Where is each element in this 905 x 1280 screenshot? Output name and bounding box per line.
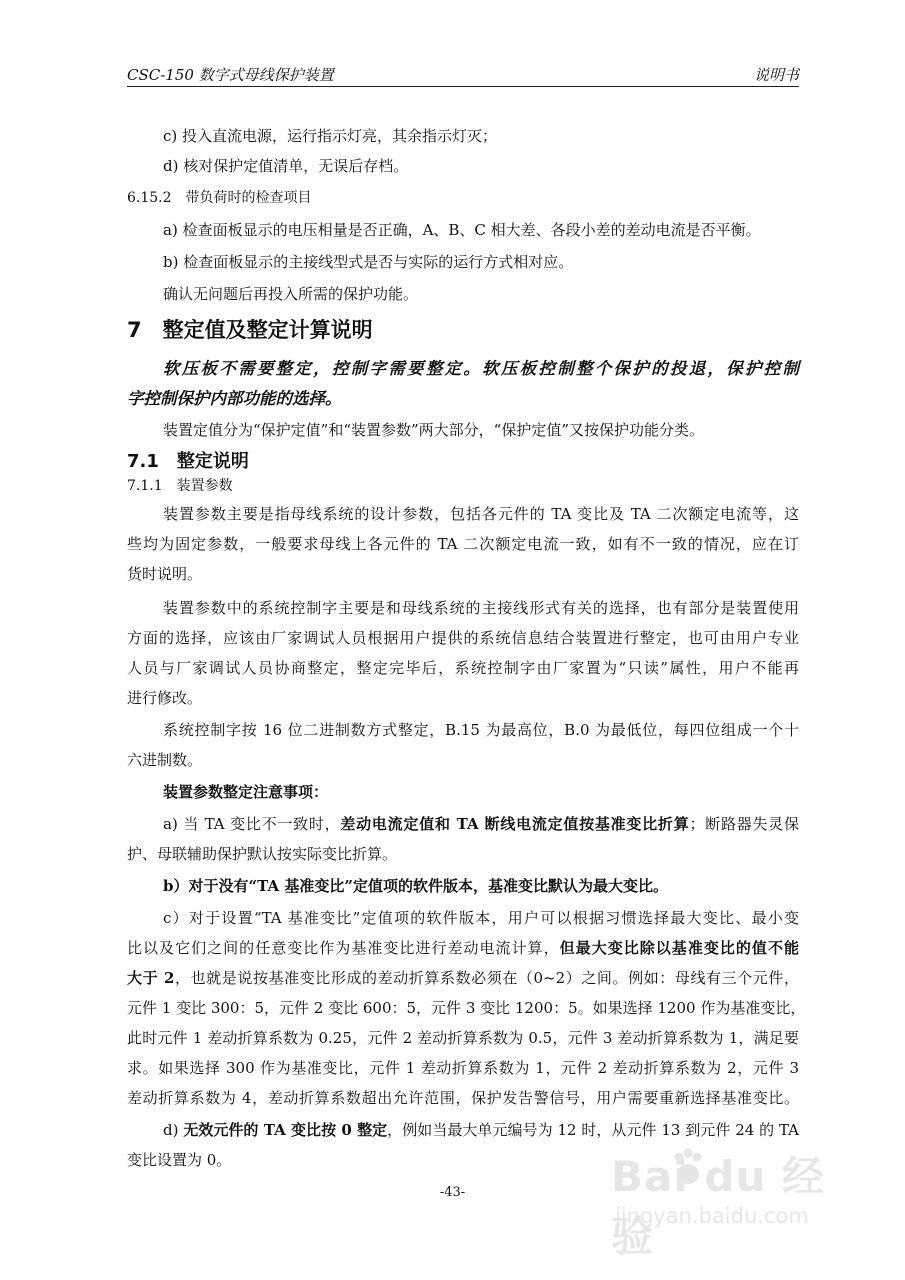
confirm-line: 确认无问题后再投入所需的保护功能。 (163, 285, 419, 303)
chapter-7-intro: 装置定值分为“保护定值”和“装置参数”两大部分，“保护定值”又按保护功能分类。 (163, 421, 705, 439)
para3-line2: 六进制数。 (127, 751, 203, 769)
note-c-line4: 元件 1 变比 300：5，元件 2 变比 600：5，元件 3 变比 1200：5。如果选择 1200 作为基准变比， (127, 999, 806, 1017)
item-b2: b) 检查面板显示的主接线型式是否与实际的运行方式相对应。 (163, 253, 574, 271)
notes-title: 装置参数整定注意事项： (163, 783, 329, 801)
section-7-1-1-title: 7.1.1 装置参数 (127, 478, 233, 494)
para1-line2: 些均为固定参数，一般要求母线上各元件的 TA 二次额定电流一致，如有不一致的情况，应在订 (127, 535, 799, 553)
para2-line1: 装置参数中的系统控制字主要是和母线系统的主接线形式有关的选择，也有部分是装置使用 (163, 599, 799, 617)
note-c-line7: 差动折算系数为 4，差动折算系数超出允许范围，保护发告警信号，用户需要重新选择基准变比。 (127, 1089, 799, 1107)
note-c-line1: c）对于设置“TA 基准变比”定值项的软件版本，用户可以根据习惯选择最大变比、最小变 (163, 909, 799, 927)
para2-line3: 人员与厂家调试人员协商整定，整定完毕后，系统控制字由厂家置为“只读”属性，用户不能再 (127, 659, 799, 677)
note-c-line3: 大于 2，也就是说按基准变比形成的差动折算系数必须在（0~2）之间。例如：母线有三个元件， (127, 969, 799, 987)
note-d-line1: d) 无效元件的 TA 变比按 0 整定，例如当最大单元编号为 12 时，从元件 13 到元件 24 的 TA (163, 1121, 799, 1139)
watermark-logo: Bai du 经验 (611, 1152, 825, 1261)
item-a2: a) 检查面板显示的电压相量是否正确，A、B、C 相大差、各段小差的差动电流是否平衡。 (163, 221, 761, 239)
section-6-15-2: 6.15.2 带负荷时的检查项目 (127, 190, 312, 206)
note-b: b）对于没有“TA 基准变比”定值项的软件版本，基准变比默认为最大变比。 (163, 877, 668, 895)
note-a-line2: 护、母联辅助保护默认按实际变比折算。 (127, 845, 398, 863)
chapter-7-title: 7 整定值及整定计算说明 (127, 318, 373, 342)
section-7-1-title: 7.1 整定说明 (127, 451, 249, 472)
note-c-line6: 求。如果选择 300 作为基准变比，元件 1 差动折算系数为 1，元件 2 差动折算系数为 2，元件 3 (127, 1059, 799, 1077)
note-c-line2: 比以及它们之间的任意变比作为基准变比进行差动电流计算，但最大变比除以基准变比的值不能 (127, 939, 799, 957)
note-c-line5: 此时元件 1 差动折算系数为 0.25，元件 2 差动折算系数为 0.5，元件 3 差动折算系数为 1，满足要 (127, 1029, 799, 1047)
paw-icon (671, 1148, 705, 1188)
para3-line1: 系统控制字按 16 位二进制数方式整定，B.15 为最高位，B.0 为最低位，每四位组成一个十 (163, 721, 799, 739)
emphasis-line-1: 软压板不需要整定，控制字需要整定。软压板控制整个保护的投退，保护控制 (163, 359, 799, 378)
para1-line1: 装置参数主要是指母线系统的设计参数，包括各元件的 TA 变比及 TA 二次额定电流等，这 (163, 505, 799, 523)
para2-line4: 进行修改。 (127, 689, 203, 707)
watermark-url: jingyan.baidu.com (615, 1204, 809, 1228)
para1-line3: 货时说明。 (127, 565, 203, 583)
page-number: -43- (439, 1185, 466, 1200)
emphasis-line-2: 字控制保护内部功能的选择。 (127, 389, 342, 408)
header-doc-type: 说明书 (753, 66, 799, 84)
item-d: d) 核对保护定值清单，无误后存档。 (163, 157, 409, 175)
note-d-line2: 变比设置为 0。 (127, 1151, 232, 1169)
page-header (127, 62, 799, 87)
item-c: c) 投入直流电源，运行指示灯亮，其余指示灯灭； (163, 127, 498, 145)
note-a-line1: a) 当 TA 变比不一致时，差动电流定值和 TA 断线电流定值按基准变比折算；断路器失灵保 (163, 815, 799, 833)
header-title: CSC-150 数字式母线保护装置 (127, 66, 334, 84)
baidu-jingyan-watermark (605, 1140, 845, 1261)
para2-line2: 方面的选择，应该由厂家调试人员根据用户提供的系统信息结合装置进行整定，也可由用户专业 (127, 629, 799, 647)
